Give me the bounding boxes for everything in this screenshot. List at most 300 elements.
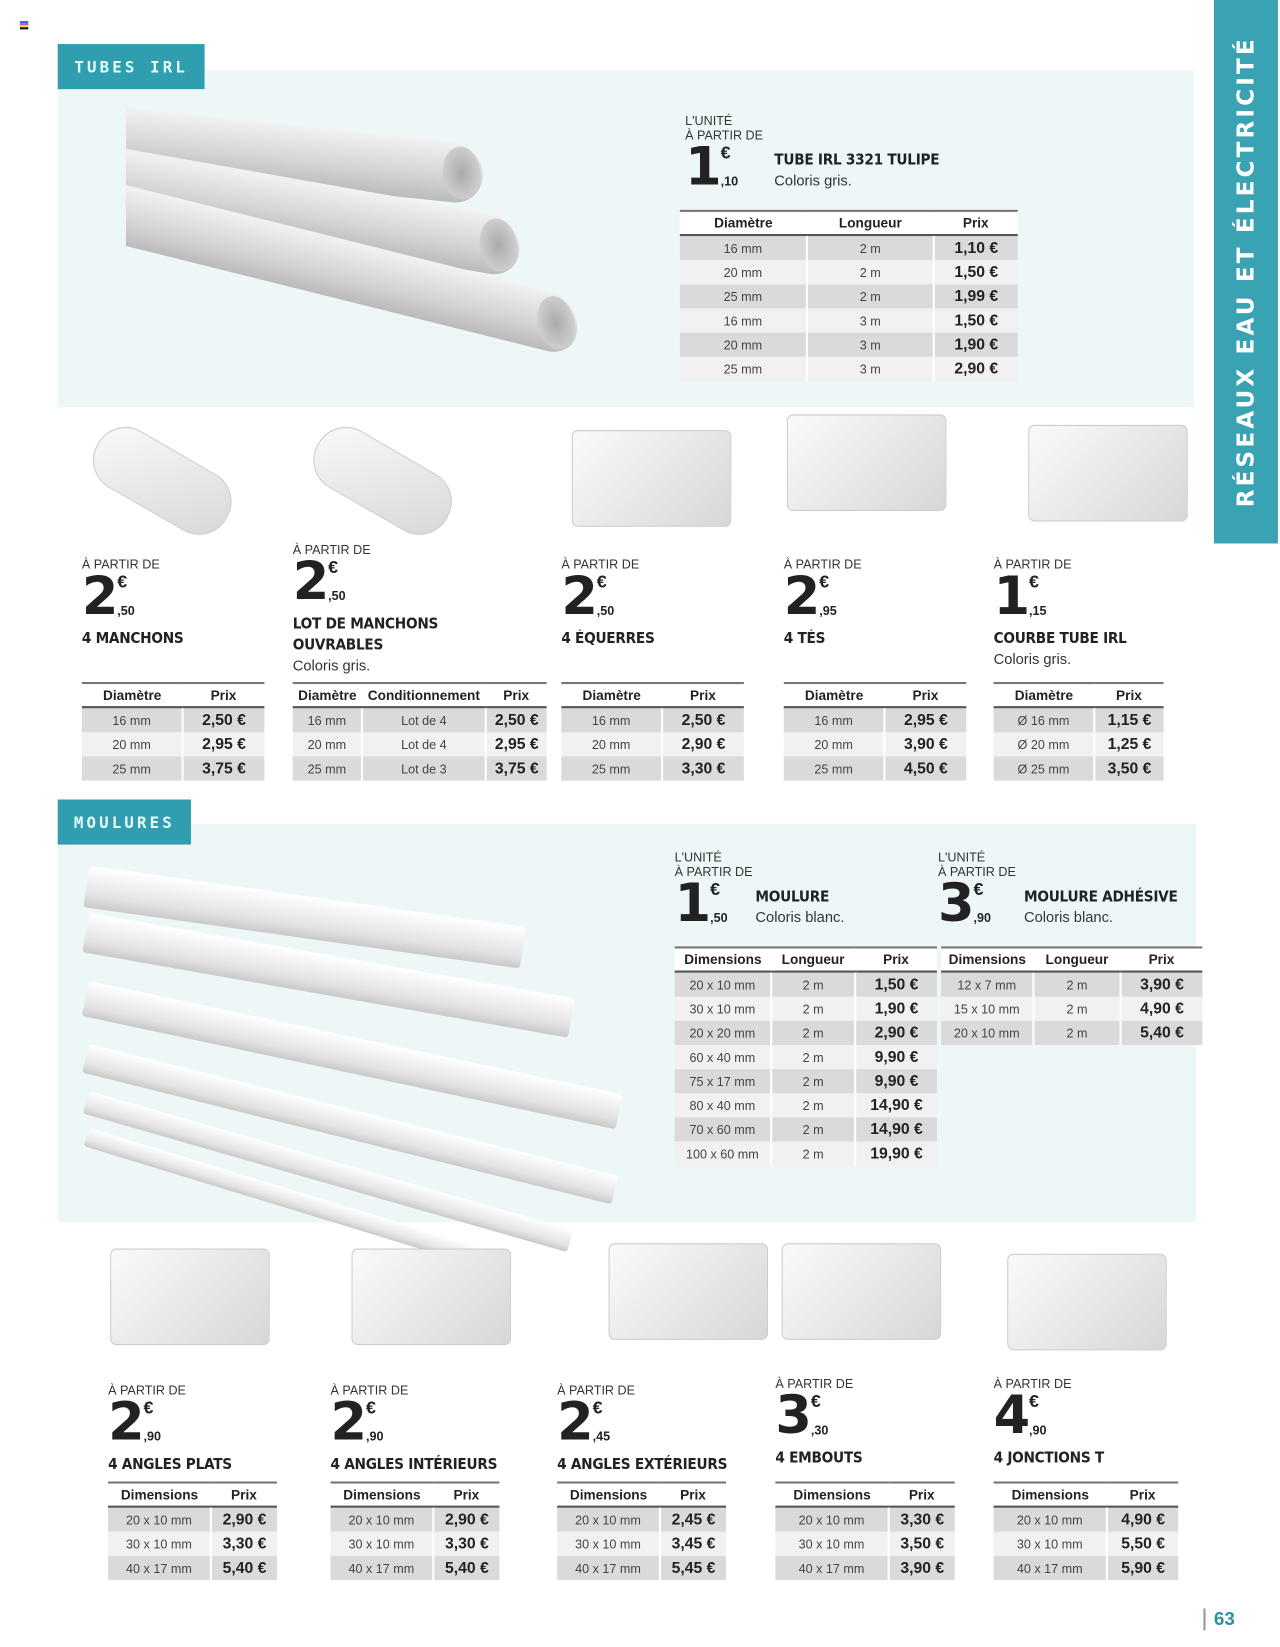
price-cell: 4,90 € — [1107, 1507, 1178, 1532]
table-row — [557, 1556, 726, 1580]
main-product-info — [685, 113, 764, 198]
product-title-block — [561, 628, 665, 649]
table-row — [330, 1556, 499, 1580]
price-cell: 9,90 € — [855, 1045, 937, 1069]
column-header: Longueur — [1033, 947, 1120, 971]
column-header: Prix — [889, 1483, 955, 1507]
table-row — [775, 1532, 954, 1556]
price-cell: 5,40 € — [1121, 1021, 1203, 1045]
table-cell: 2 m — [771, 972, 855, 997]
from-label: À PARTIR DE — [561, 557, 640, 572]
table-row — [680, 357, 1018, 381]
column-header: Prix — [183, 683, 265, 707]
table-row — [784, 756, 967, 780]
table-row — [675, 1117, 937, 1141]
product-image — [1028, 425, 1187, 522]
table-cell: 100 x 60 mm — [675, 1142, 772, 1166]
table-row — [561, 707, 744, 732]
price-cell: 5,40 € — [211, 1556, 277, 1580]
table-cell: Lot de 3 — [362, 756, 486, 780]
price-table — [108, 1481, 277, 1580]
price-cell: 1,25 € — [1094, 732, 1163, 756]
product-info — [994, 557, 1142, 668]
price-decimals — [366, 1398, 384, 1444]
price-cents: ,15 — [1029, 603, 1047, 618]
table-cell: 75 x 17 mm — [675, 1069, 772, 1093]
price-cell: 2,95 € — [884, 707, 966, 732]
price-cell: 2,50 € — [486, 707, 547, 732]
column-header: Prix — [1121, 947, 1203, 971]
product-title-block — [293, 614, 455, 675]
product-title-block — [775, 1448, 872, 1469]
currency: € — [596, 571, 607, 592]
print-color-bar — [20, 21, 28, 29]
table-cell: 16 mm — [680, 235, 807, 260]
price-cents: ,90 — [365, 1429, 384, 1444]
product-image — [1007, 1254, 1166, 1351]
table-row — [675, 972, 937, 997]
price-decimals — [819, 572, 837, 618]
column-header: Diamètre — [994, 683, 1095, 707]
product-title-block — [994, 628, 1142, 668]
table-row — [994, 707, 1164, 732]
product-info — [330, 1383, 515, 1475]
price-cell: 1,50 € — [855, 972, 937, 997]
price-table — [557, 1481, 726, 1580]
category-title: RÉSEAUX EAU ET ÉLECTRICITÉ — [1232, 36, 1260, 508]
table-row — [994, 1532, 1179, 1556]
column-header: Prix — [660, 1483, 726, 1507]
table-cell: 2 m — [771, 1142, 855, 1166]
price-cell: 3,75 € — [486, 756, 547, 780]
table-cell: 15 x 10 mm — [941, 997, 1033, 1021]
product-name: MOULURE ADHÉSIVE — [1024, 888, 1178, 906]
price-integer: 3 — [937, 872, 973, 934]
table-header — [293, 683, 547, 707]
table-row — [561, 732, 744, 756]
table-cell: 80 x 40 mm — [675, 1093, 772, 1117]
currency: € — [819, 571, 830, 592]
currency: € — [710, 879, 721, 900]
table-row — [108, 1507, 277, 1532]
currency: € — [973, 879, 984, 900]
table-cell: 20 mm — [680, 333, 807, 357]
price-cell: 2,50 € — [183, 707, 265, 732]
price-cell: 1,15 € — [1094, 707, 1163, 732]
table-cell: 20 mm — [680, 260, 807, 284]
table-row — [108, 1556, 277, 1580]
price-tag — [557, 1391, 746, 1453]
price-cents: ,50 — [117, 603, 135, 618]
from-label: À PARTIR DE — [674, 864, 753, 880]
product-info — [82, 557, 195, 649]
table-header — [784, 683, 967, 707]
price-tag — [993, 565, 1142, 627]
table-cell: 40 x 17 mm — [108, 1556, 211, 1580]
price-cents: ,45 — [592, 1429, 611, 1444]
table-row — [293, 707, 547, 732]
price-cell: 3,90 € — [884, 732, 966, 756]
price-tag — [561, 565, 665, 627]
product-name: 4 JONCTIONS T — [993, 1449, 1104, 1467]
currency: € — [592, 1397, 603, 1418]
price-table — [784, 682, 967, 781]
column-header: Diamètre — [561, 683, 662, 707]
price-cents: ,95 — [819, 603, 837, 618]
column-header: Prix — [934, 211, 1018, 235]
price-decimals — [328, 557, 346, 603]
column-header: Diamètre — [293, 683, 362, 707]
from-label: À PARTIR DE — [775, 1376, 854, 1392]
price-table — [82, 682, 265, 781]
table-header — [994, 1483, 1179, 1507]
table-row — [557, 1507, 726, 1532]
table-cell: 30 x 10 mm — [108, 1532, 211, 1556]
table-row — [941, 997, 1202, 1021]
table-cell: 16 mm — [561, 707, 662, 732]
table-row — [784, 707, 967, 732]
product-info — [557, 1383, 746, 1475]
category-sidebar — [1214, 0, 1278, 543]
table-cell: 20 x 20 mm — [675, 1021, 772, 1045]
table-row — [680, 333, 1018, 357]
column-header: Dimensions — [675, 947, 772, 971]
price-cell: 2,45 € — [660, 1507, 726, 1532]
product-title-block — [784, 628, 862, 649]
table-cell: 20 mm — [784, 732, 885, 756]
product-color: Coloris gris. — [774, 172, 852, 189]
unit-label: L'UNITÉ — [937, 849, 986, 865]
price-cell: 3,90 € — [889, 1556, 955, 1580]
price-cell: 4,50 € — [884, 756, 966, 780]
price-cell: 14,90 € — [855, 1117, 937, 1141]
price-tag — [330, 1391, 515, 1453]
product-name: 4 ANGLES EXTÉRIEURS — [557, 1456, 728, 1474]
table-cell: 40 x 17 mm — [557, 1556, 660, 1580]
table-cell: 20 x 10 mm — [675, 972, 772, 997]
product-image — [302, 415, 464, 546]
product-image — [782, 1243, 941, 1340]
table-cell: 16 mm — [82, 707, 183, 732]
table-row — [784, 732, 967, 756]
tubes-image — [126, 126, 588, 409]
table-row — [775, 1507, 954, 1532]
table-header — [941, 947, 1202, 971]
table-cell: 2 m — [771, 1093, 855, 1117]
table-row — [561, 756, 744, 780]
table-row — [680, 260, 1018, 284]
column-header: Dimensions — [557, 1483, 660, 1507]
column-header: Dimensions — [108, 1483, 211, 1507]
table-cell: 25 mm — [784, 756, 885, 780]
column-header: Longueur — [771, 947, 855, 971]
from-label: À PARTIR DE — [330, 1382, 409, 1398]
price-integer: 2 — [330, 1391, 365, 1453]
currency: € — [1029, 1391, 1039, 1412]
price-table — [330, 1481, 499, 1580]
product-name: MOULURE — [755, 888, 830, 906]
table-cell: 2 m — [771, 1045, 855, 1069]
table-cell: 20 x 10 mm — [330, 1507, 433, 1532]
table-row — [675, 1093, 937, 1117]
table-row — [82, 756, 265, 780]
table-cell: 3 m — [807, 357, 934, 381]
currency: € — [720, 142, 731, 163]
column-header: Diamètre — [784, 683, 885, 707]
table-row — [675, 997, 937, 1021]
price-cents: ,90 — [1029, 1422, 1047, 1438]
table-cell: 2 m — [771, 1021, 855, 1045]
price-cell: 3,45 € — [660, 1532, 726, 1556]
price-table — [680, 210, 1018, 381]
table-cell: Lot de 4 — [362, 732, 486, 756]
column-header: Dimensions — [775, 1483, 888, 1507]
table-cell: 2 m — [771, 997, 855, 1021]
table-cell: 20 x 10 mm — [941, 1021, 1033, 1045]
product-image — [351, 1249, 510, 1346]
price-cell: 5,45 € — [660, 1556, 726, 1580]
from-label: À PARTIR DE — [557, 1382, 636, 1398]
price-table — [994, 682, 1164, 781]
table-row — [675, 1021, 937, 1045]
column-header: Prix — [486, 683, 547, 707]
price-cell: 1,99 € — [934, 284, 1018, 308]
price-cents: ,90 — [973, 910, 991, 926]
table-cell: Ø 25 mm — [994, 756, 1095, 780]
table-cell: 20 mm — [82, 732, 183, 756]
table-cell: 3 m — [807, 308, 934, 332]
table-cell: 30 x 10 mm — [675, 997, 772, 1021]
table-header — [108, 1483, 277, 1507]
table-row — [330, 1507, 499, 1532]
price-integer: 3 — [775, 1384, 810, 1446]
currency: € — [328, 557, 339, 578]
product-title-block — [82, 628, 195, 649]
price-cents: ,10 — [720, 174, 739, 189]
price-cell: 3,75 € — [183, 756, 265, 780]
table-cell: 30 x 10 mm — [330, 1532, 433, 1556]
moulures-image — [89, 866, 645, 1202]
price-cell: 2,95 € — [486, 732, 547, 756]
table-cell: 25 mm — [680, 357, 807, 381]
price-decimals — [1029, 1391, 1047, 1437]
price-tag — [783, 565, 862, 627]
product-info — [775, 1377, 872, 1469]
price-tag — [108, 1391, 246, 1453]
product-title-block — [1024, 887, 1195, 927]
price-cents: ,50 — [328, 588, 346, 604]
product-name: 4 ANGLES PLATS — [108, 1456, 232, 1474]
price-decimals — [721, 143, 739, 189]
main-product-info — [674, 849, 753, 934]
column-header: Dimensions — [330, 1483, 433, 1507]
price-integer: 2 — [108, 1391, 143, 1453]
product-image — [81, 415, 243, 546]
column-header: Prix — [1094, 683, 1163, 707]
column-header: Prix — [1107, 1483, 1178, 1507]
price-cell: 1,90 € — [855, 997, 937, 1021]
table-row — [680, 308, 1018, 332]
product-info — [108, 1383, 246, 1475]
product-info — [994, 1377, 1117, 1469]
product-title-block — [330, 1454, 515, 1475]
product-image — [572, 430, 731, 527]
from-label: À PARTIR DE — [993, 557, 1072, 572]
price-cell: 2,90 € — [433, 1507, 499, 1532]
table-cell: 20 x 10 mm — [557, 1507, 660, 1532]
price-decimals — [1029, 572, 1047, 618]
column-header: Dimensions — [941, 947, 1033, 971]
table-row — [82, 732, 265, 756]
column-header: Dimensions — [994, 1483, 1107, 1507]
product-image — [787, 414, 946, 511]
table-row — [675, 1142, 937, 1166]
table-cell: 2 m — [1033, 997, 1120, 1021]
product-name: LOT DE MANCHONS — [292, 615, 439, 633]
table-cell: 2 m — [807, 284, 934, 308]
table-row — [680, 235, 1018, 260]
table-header — [561, 683, 744, 707]
price-cell: 1,90 € — [934, 333, 1018, 357]
table-row — [680, 284, 1018, 308]
table-cell: 25 mm — [82, 756, 183, 780]
product-color: Coloris gris. — [292, 656, 371, 674]
price-integer: 4 — [993, 1384, 1029, 1446]
product-info — [293, 542, 455, 674]
table-cell: 40 x 17 mm — [994, 1556, 1107, 1580]
price-decimals — [811, 1391, 829, 1437]
price-cell: 5,90 € — [1107, 1556, 1178, 1580]
price-cell: 14,90 € — [855, 1093, 937, 1117]
price-cents: ,90 — [143, 1429, 162, 1444]
table-header — [675, 947, 937, 971]
product-name: 4 ANGLES INTÉRIEURS — [330, 1456, 498, 1474]
table-cell: 2 m — [771, 1069, 855, 1093]
table-cell: Ø 20 mm — [994, 732, 1095, 756]
table-cell: 40 x 17 mm — [775, 1556, 888, 1580]
price-cell: 2,90 € — [662, 732, 744, 756]
price-cell: 3,50 € — [889, 1532, 955, 1556]
table-cell: 2 m — [1033, 972, 1120, 997]
table-cell: 2 m — [1033, 1021, 1120, 1045]
column-header: Conditionnement — [362, 683, 486, 707]
product-info — [784, 557, 862, 649]
price-cell: 1,50 € — [934, 260, 1018, 284]
table-cell: 20 mm — [293, 732, 362, 756]
table-header — [994, 683, 1164, 707]
price-cell: 3,30 € — [662, 756, 744, 780]
table-cell: 25 mm — [293, 756, 362, 780]
table-cell: 16 mm — [293, 707, 362, 732]
price-integer: 2 — [557, 1391, 592, 1453]
price-decimals — [973, 879, 991, 925]
price-decimals — [597, 572, 615, 618]
price-cell: 5,50 € — [1107, 1532, 1178, 1556]
table-row — [293, 756, 547, 780]
main-product-info — [937, 849, 1016, 934]
product-name: TUBE IRL 3321 TULIPE — [774, 152, 940, 169]
price-cents: ,50 — [596, 603, 615, 618]
price-decimals — [593, 1398, 611, 1444]
product-color: Coloris gris. — [993, 650, 1072, 668]
from-label: À PARTIR DE — [937, 864, 1016, 880]
table-cell: 2 m — [771, 1117, 855, 1141]
table-cell: 20 x 10 mm — [108, 1507, 211, 1532]
product-name-line2: OUVRABLES — [292, 636, 384, 654]
price-cell: 2,90 € — [855, 1021, 937, 1045]
from-label: À PARTIR DE — [685, 128, 764, 143]
product-title-block — [557, 1454, 746, 1475]
table-cell: Ø 16 mm — [994, 707, 1095, 732]
table-row — [941, 972, 1202, 997]
price-cell: 3,30 € — [889, 1507, 955, 1532]
currency: € — [810, 1391, 821, 1412]
table-cell: 2 m — [807, 235, 934, 260]
price-integer: 2 — [292, 550, 328, 612]
product-title-block — [755, 887, 844, 927]
price-cell: 2,50 € — [662, 707, 744, 732]
price-integer: 2 — [783, 565, 819, 627]
table-cell: 16 mm — [680, 308, 807, 332]
table-row — [330, 1532, 499, 1556]
price-cell: 2,90 € — [211, 1507, 277, 1532]
table-row — [293, 732, 547, 756]
product-title-block — [774, 150, 957, 190]
product-name: 4 ÉQUERRES — [561, 630, 655, 648]
price-table — [941, 946, 1202, 1045]
price-table — [561, 682, 744, 781]
product-image — [110, 1249, 269, 1346]
table-row — [82, 707, 265, 732]
product-color: Coloris blanc. — [755, 908, 845, 926]
table-cell: 20 x 10 mm — [994, 1507, 1107, 1532]
table-cell: 30 x 10 mm — [994, 1532, 1107, 1556]
column-header: Diamètre — [82, 683, 183, 707]
price-integer: 2 — [561, 565, 596, 627]
currency: € — [1029, 571, 1039, 592]
column-header: Longueur — [807, 211, 934, 235]
table-cell: 30 x 10 mm — [775, 1532, 888, 1556]
price-decimals — [144, 1398, 162, 1444]
price-integer: 1 — [993, 565, 1029, 627]
table-cell: Lot de 4 — [362, 707, 486, 732]
table-cell: 60 x 40 mm — [675, 1045, 772, 1069]
price-cell: 3,90 € — [1121, 972, 1203, 997]
price-integer: 1 — [685, 136, 720, 198]
unit-label: L'UNITÉ — [685, 113, 733, 129]
table-cell: 30 x 10 mm — [557, 1532, 660, 1556]
table-cell: 16 mm — [784, 707, 885, 732]
price-table — [293, 682, 547, 781]
table-row — [994, 1556, 1179, 1580]
table-row — [675, 1069, 937, 1093]
table-cell: 20 x 10 mm — [775, 1507, 888, 1532]
table-row — [941, 1021, 1202, 1045]
product-name: COURBE TUBE IRL — [993, 630, 1127, 648]
price-cell: 1,10 € — [934, 235, 1018, 260]
table-row — [775, 1556, 954, 1580]
product-color: Coloris blanc. — [1024, 908, 1114, 926]
column-header: Prix — [884, 683, 966, 707]
product-image — [609, 1243, 768, 1340]
column-header: Prix — [662, 683, 744, 707]
table-cell: 25 mm — [680, 284, 807, 308]
table-row — [557, 1532, 726, 1556]
table-header — [330, 1483, 499, 1507]
table-row — [994, 756, 1164, 780]
price-decimals — [710, 879, 728, 925]
currency: € — [365, 1397, 376, 1418]
